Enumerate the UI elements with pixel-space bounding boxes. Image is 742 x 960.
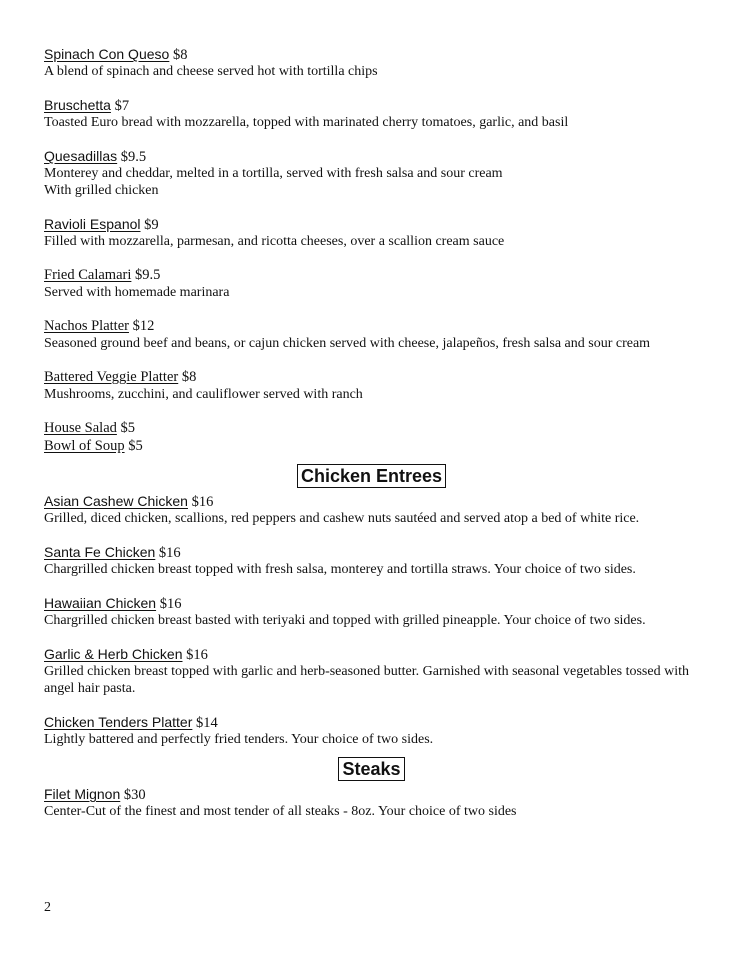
menu-item-garlic-herb-chicken <box>44 645 699 697</box>
section-heading-wrap <box>44 757 699 781</box>
item-description-extra: With grilled chicken <box>44 183 159 198</box>
item-name: Garlic & Herb Chicken <box>44 646 183 662</box>
item-price: $5 <box>120 420 136 436</box>
item-price: $9.5 <box>135 267 161 283</box>
item-description: Chargrilled chicken breast basted with teriyaki and topped with grilled pineapple. Your choice of two sides. <box>44 613 646 628</box>
item-description: Filled with mozzarella, parmesan, and ricotta cheeses, over a scallion cream sauce <box>44 234 505 249</box>
menu-content <box>44 45 699 820</box>
item-description: Mushrooms, zucchini, and cauliflower served with ranch <box>44 387 363 402</box>
item-price: $5 <box>128 438 143 454</box>
item-name: Battered Veggie Platter <box>44 369 179 385</box>
item-description: Center-Cut of the finest and most tender of all steaks - 8oz. Your choice of two sides <box>44 804 517 819</box>
item-description: Toasted Euro bread with mozzarella, topped with marinated cherry tomatoes, garlic, and basil <box>44 115 569 130</box>
item-description: Grilled, diced chicken, scallions, red peppers and cashew nuts sautéed and served atop a bed of white rice. <box>44 511 640 526</box>
menu-item-ravioli-espanol <box>44 215 699 250</box>
menu-item-quesadillas <box>44 147 699 199</box>
item-name: Chicken Tenders Platter <box>44 714 193 730</box>
item-description: Seasoned ground beef and beans, or cajun chicken served with cheese, jalapeños, fresh salsa and sour cream <box>44 336 651 351</box>
item-name: Santa Fe Chicken <box>44 544 156 560</box>
item-name: Bruschetta <box>44 97 111 113</box>
item-description: Served with homemade marinara <box>44 285 230 300</box>
item-price: $8 <box>172 47 188 63</box>
item-name: Asian Cashew Chicken <box>44 493 188 509</box>
menu-item-fried-calamari <box>44 266 699 301</box>
item-price: $16 <box>158 545 181 561</box>
item-name: Fried Calamari <box>44 267 132 283</box>
page-number: 2 <box>44 900 51 915</box>
section-heading-chicken: Chicken Entrees <box>297 464 446 488</box>
menu-item-battered-veggie-platter <box>44 368 699 403</box>
item-price: $9.5 <box>120 149 147 165</box>
item-name: Spinach Con Queso <box>44 46 170 62</box>
item-price: $7 <box>114 98 130 114</box>
menu-item-nachos-platter <box>44 317 699 352</box>
item-description: Monterey and cheddar, melted in a tortilla, served with fresh salsa and sour cream <box>44 166 503 181</box>
item-price: $8 <box>181 369 197 385</box>
item-name: House Salad <box>44 420 117 436</box>
item-name: Quesadillas <box>44 148 118 164</box>
item-price: $12 <box>132 318 155 334</box>
item-price: $14 <box>196 715 218 731</box>
section-heading-wrap <box>44 464 699 488</box>
menu-item-hawaiian-chicken <box>44 594 699 629</box>
menu-item-santa-fe-chicken <box>44 543 699 578</box>
item-price: $16 <box>159 596 182 612</box>
item-name: Ravioli Espanol <box>44 216 141 232</box>
item-description: A blend of spinach and cheese served hot with tortilla chips <box>44 64 378 79</box>
menu-item-spinach-con-queso <box>44 45 699 80</box>
item-description: Lightly battered and perfectly fried tenders. Your choice of two sides. <box>44 732 434 747</box>
section-heading-steaks: Steaks <box>338 757 404 781</box>
menu-item-asian-cashew-chicken <box>44 492 699 527</box>
menu-item-house-salad <box>44 419 699 437</box>
item-description: Chargrilled chicken breast topped with fresh salsa, monterey and tortilla straws. Your choice of two sides. <box>44 562 636 577</box>
item-price: $16 <box>186 647 208 663</box>
item-price: $30 <box>123 787 146 803</box>
item-name: Filet Mignon <box>44 786 121 802</box>
menu-item-bruschetta <box>44 96 699 131</box>
menu-item-bowl-of-soup <box>44 437 699 455</box>
item-name: Hawaiian Chicken <box>44 595 157 611</box>
item-price: $16 <box>191 494 214 510</box>
item-name: Bowl of Soup <box>44 438 125 454</box>
item-name: Nachos Platter <box>44 318 129 334</box>
item-description: Grilled chicken breast topped with garlic and herb-seasoned butter. Garnished with seasonal vegetables tossed with angel hair pasta. <box>44 664 689 696</box>
item-price: $9 <box>144 217 159 233</box>
menu-item-filet-mignon <box>44 785 699 820</box>
menu-item-chicken-tenders-platter <box>44 713 699 748</box>
